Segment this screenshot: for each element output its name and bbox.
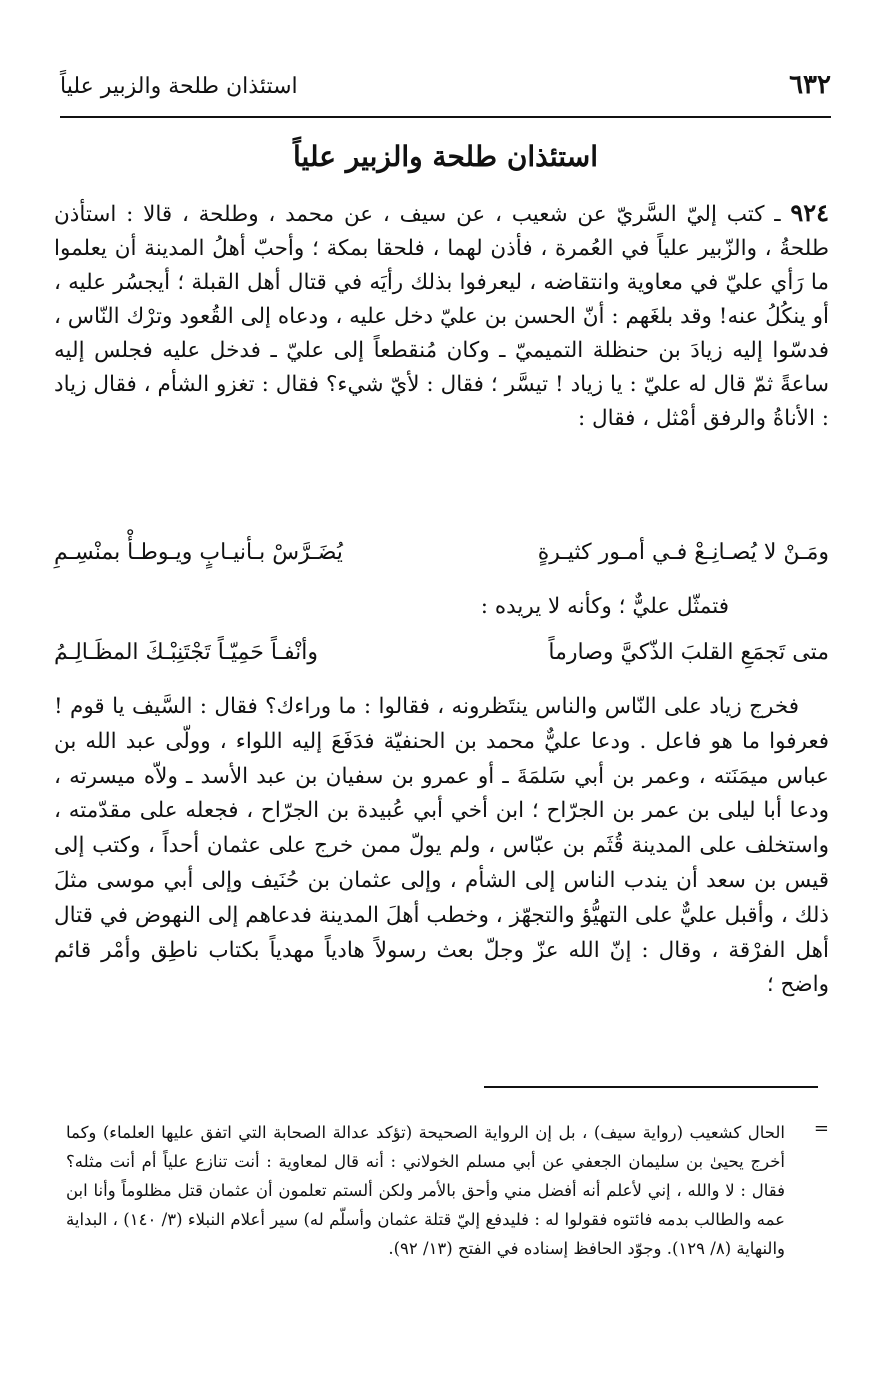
page-number: ٦٣٢: [789, 70, 831, 100]
footnote-continuation-mark: =: [813, 1118, 829, 1139]
continuation-paragraph: [54, 690, 829, 1003]
footnote-text: الحال كشعيب (رواية سيف) ، بل إن الرواية الصحيحة (تؤكد عدالة الصحابة التي اتفق عليها العلماء) وكما أخرج يحيىٰ بن سليمان الجعفي عن أبي مسلم الخولاني : أنه قال لمعاوية : أنت تنازع علياً أم أنت مثله؟ فقال : لا والله ، إني لأعلم أنه أفضل مني وأحق بالأمر ولكن ألستم تعلمون أن عثمان قتل مظلوماً وأنا ابن عمه والطالب بدمه فائتوه فقولوا له : فليدفع إليّ قتلة عثمان وأسلّم له) سير أعلام النبلاء (٣/ ١٤٠) ، البداية والنهاية (٨/ ١٢٩). وجوّد الحافظ إسناده في الفتح (١٣/ ٩٢).: [66, 1123, 785, 1258]
continuation-text: فخرج زياد على النّاس والناس ينتَظرونه ، فقالوا : ما وراءك؟ فقال : السَّيف يا قوم ! فعرفوا ما هو فاعل . ودعا عليٌّ محمد بن الحنفيّة فدَفَعَ إليه اللواء ، وولّى عبد الله بن عباس ميمَنَته ، وعمر بن أبي سَلمَةَ ـ أو عمرو بن سفيان بن عبد الأسد ـ ولاّه ميسرته ، ودعا أبا ليلى بن عمر بن الجرّاح ؛ ابن أخي أبي عُبيدة بن الجرّاح ، فجعله على مقدّمته ، واستخلف على المدينة قُثَم بن عبّاس ، ولم يولّ ممن خرج على عثمان أحداً ، وكتب إلى قيس بن سعد أن يندب الناس إلى الشأم ، وإلى عثمان بن حُنَيف وإلى أبي موسى مثلَ ذلك ، وأقبل عليٌّ على التهيُّؤ والتجهّز ، وخطب أهلَ المدينة فدعاهم إلى النهوض في قتال أهل الفرْقة ، وقال : إنّ الله عزّ وجلّ بعث رسولاً هادياً مهدياً بكتاب ناطِق وأمْر قائم واضح ؛: [54, 694, 829, 998]
running-title: استئذان طلحة والزبير علياً: [60, 74, 298, 99]
verse-1: [54, 540, 829, 580]
header-rule: [60, 116, 831, 118]
footnote-rule: [484, 1086, 818, 1088]
verse-2-hemistich-2: وأنْفـاً حَمِيّـاً تَجْتَنِبْـكَ المظَـالِـمُ: [54, 640, 318, 665]
verse-2-intro: فتمثّل عليٌّ ؛ وكأنه لا يريده :: [480, 594, 729, 619]
verse-1-hemistich-2: يُضَـرَّسْ بـأنيـابٍ ويـوطـأْ بمنْسِـمِ: [54, 540, 343, 565]
verse-2: [54, 640, 829, 680]
narration-text: ـ كتب إليّ السَّريّ عن شعيب ، عن سيف ، عن محمد ، وطلحة ، قالا : استأذن طلحةُ ، والزّبير علياً في العُمرة ، فأذن لهما ، فلحقا بمكة ؛ وأحبّ أهلُ المدينة أن يعلموا ما رَأي عليّ في معاوية وانتقاضه ، ليعرفوا بذلك رأيَه في قتال أهل القبلة ؛ أيجسُر عليه ، أو ينكُلُ عنه! وقد بلغَهم : أنّ الحسن بن عليّ دخل عليه ، ودعاه إلى القُعود وترْك النّاس ، فدسّوا إليه زيادَ بن حنظلة التميميّ ـ وكان مُنقطعاً إلى عليّ ـ فدخل عليه فجلس إليه ساعةً ثمّ قال له عليّ : يا زياد ! تيسَّر ؛ فقال : لأيّ شيء؟ فقال : تغزو الشأم ، فقال زياد : الأناةُ والرفق أمْثل ، فقال :: [54, 202, 829, 431]
section-title: استئذان طلحة والزبير علياً: [293, 140, 598, 173]
verse-2-hemistich-1: متى تَجمَعِ القلبَ الذّكيَّ وصارماً: [548, 640, 829, 665]
narration-number: ٩٢٤: [790, 198, 829, 227]
page-header: [60, 68, 831, 112]
narration-paragraph: [54, 196, 829, 436]
verse-1-hemistich-1: ومَـنْ لا يُصـانِـعْ فـي أمـور كثيـرةٍ: [537, 540, 829, 565]
footnote: [66, 1118, 785, 1263]
